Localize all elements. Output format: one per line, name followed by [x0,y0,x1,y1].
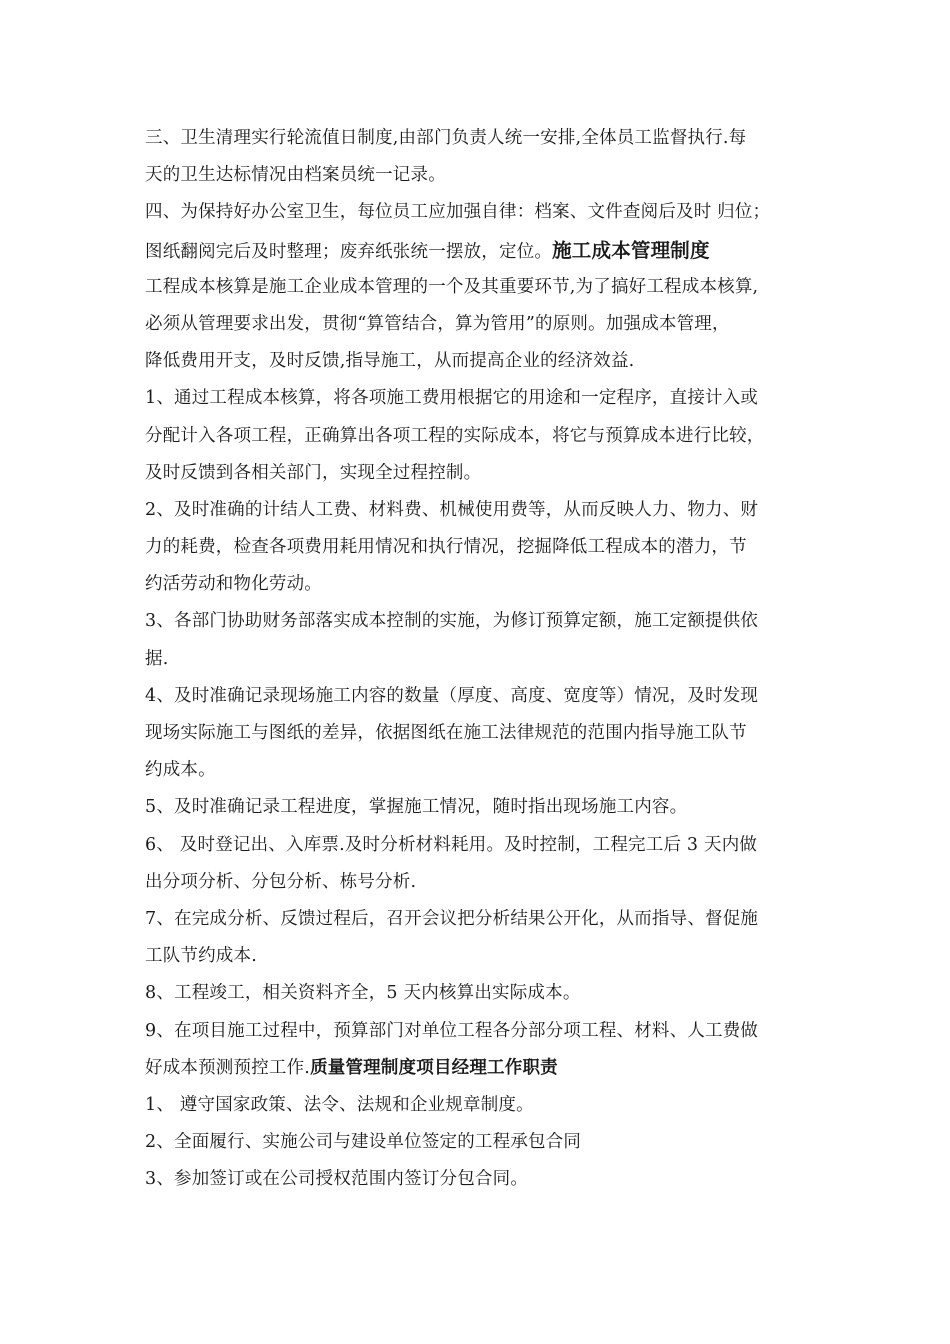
text-line: 约活劳动和物化劳动。 [145,574,322,595]
text-line: 约成本。 [145,760,216,781]
text-segment: 好成本预测预控工作. [145,1057,311,1078]
text-line: 1、通过工程成本核算，将各项施工费用根据它的用途和一定程序，直接计入或 [145,388,759,409]
text-line: 分配计入各项工程，正确算出各项工程的实际成本，将它与预算成本进行比较， [145,425,765,446]
text-line: 三、卫生清理实行轮流值日制度,由部门负责人统一安排,全体员工监督执行.每 [145,128,747,148]
text-segment: 图纸翻阅完后及时整理；废弃纸张统一摆放，定位。 [145,241,553,262]
document-body [145,120,815,1198]
text-line: 工队节约成本. [145,946,257,967]
text-line: 降低费用开支，及时反馈,指导施工，从而提高企业的经济效益. [145,351,635,372]
text-line: 6、 及时登记出、入库票.及时分析材料耗用。及时控制，工程完工后 3 天内做 [145,834,758,855]
text-line: 出分项分析、分包分析、栋号分析. [145,871,417,892]
text-line: 4、及时准确记录现场施工内容的数量（厚度、高度、宽度等）情况，及时发现 [145,685,759,706]
text-line-with-heading [145,232,815,269]
text-line: 2、全面履行、实施公司与建设单位签定的工程承包合同 [145,1132,582,1153]
text-line: 力的耗费，检查各项费用耗用情况和执行情况，挖掘降低工程成本的潜力，节 [145,537,747,558]
text-line: 7、在完成分析、反馈过程后，召开会议把分析结果公开化，从而指导、督促施 [145,908,759,929]
text-line: 必须从管理要求出发，贯彻“算管结合，算为管用”的原则。加强成本管理， [145,313,730,334]
text-line: 9、在项目施工过程中，预算部门对单位工程各分部分项工程、材料、人工费做 [145,1020,759,1041]
section-heading-quality-and-pm: 质量管理制度项目经理工作职责 [310,1057,558,1078]
text-line: 3、参加签订或在公司授权范围内签订分包合同。 [145,1169,529,1190]
text-line: 1、 遵守国家政策、法令、法规和企业规章制度。 [145,1094,534,1115]
text-line: 及时反馈到各相关部门，实现全过程控制。 [145,462,482,483]
text-line: 现场实际施工与图纸的差异，依据图纸在施工法律规范的范围内指导施工队节 [145,723,747,743]
text-line: 工程成本核算是施工企业成本管理的一个及其重要环节,为了搞好工程成本核算, [145,276,759,297]
text-line: 5、及时准确记录工程进度，掌握施工情况，随时指出现场施工内容。 [145,797,688,818]
text-line: 据. [145,648,169,669]
text-line: 2、及时准确的计结人工费、材料费、机械使用费等，从而反映人力、物力、财 [145,499,759,520]
text-line: 3、各部门协助财务部落实成本控制的实施，为修订预算定额，施工定额提供依 [145,611,759,632]
text-line: 四、为保持好办公室卫生，每位员工应加强自律：档案、文件查阅后及时 归位； [145,202,771,223]
section-heading-cost-management: 施工成本管理制度 [552,238,710,262]
text-line-with-heading [145,1050,815,1087]
text-line: 8、工程竣工，相关资料齐全，5 天内核算出实际成本。 [145,983,581,1004]
text-line: 天的卫生达标情况由档案员统一记录。 [145,165,446,186]
